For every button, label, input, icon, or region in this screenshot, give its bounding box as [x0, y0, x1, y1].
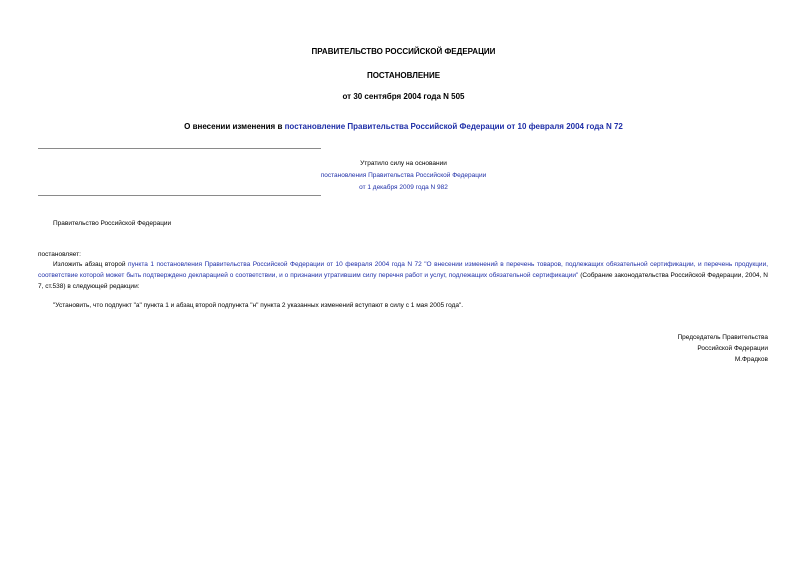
status-note-link-line2[interactable]: от 1 декабря 2009 года N 982 — [359, 184, 448, 191]
document-title — [0, 122, 807, 131]
body-paragraph — [38, 259, 768, 292]
body-government: Правительство Российской Федерации — [53, 220, 172, 227]
signature-title: Председатель Правительства — [677, 334, 768, 341]
body-decrees: постановляет: — [38, 251, 81, 258]
paragraph-start: Изложить абзац второй — [53, 261, 129, 268]
paragraph-end: (Собрание законодательства Российской Федерации, 2004, N 7, ст.538) в следующей редакции: — [38, 272, 768, 290]
title-link[interactable]: постановление Правительства Российской Федерации от 10 февраля 2004 года N 72 — [284, 122, 623, 131]
title-prefix: О внесении изменения в — [184, 122, 285, 131]
government-header: ПРАВИТЕЛЬСТВО РОССИЙСКОЙ ФЕДЕРАЦИИ — [311, 47, 496, 56]
note-top-divider — [38, 148, 321, 149]
document-date-number: от 30 сентября 2004 года N 505 — [342, 92, 465, 101]
document-type: ПОСТАНОВЛЕНИЕ — [366, 71, 441, 80]
paragraph-link[interactable]: пункта 1 постановления Правительства Российской Федерации от 10 февраля 2004 года N 72 "О внесении изменений в перечень товаров, подлежащих обязательной сертификации, и перечень продукции, соответствие которой может быть подтверждено декларацией о соответствии, и о признании утратившим силу перечня работ и услуг, подлежащих обязательной сертификации" — [38, 261, 769, 279]
signature-title-cont: Российской Федерации — [697, 345, 768, 352]
status-note-link-line1[interactable]: постановления Правительства Российской Федерации — [320, 172, 487, 179]
body-quote: "Установить, что подпункт "а" пункта 1 и абзац второй подпункта "н" пункта 2 указанных изменений вступают в силу с 1 мая 2005 года". — [53, 302, 464, 309]
signature-name: М.Фрадков — [734, 356, 768, 363]
status-note-line1: Утратило силу на основании — [360, 160, 447, 167]
note-bottom-divider — [38, 195, 321, 196]
